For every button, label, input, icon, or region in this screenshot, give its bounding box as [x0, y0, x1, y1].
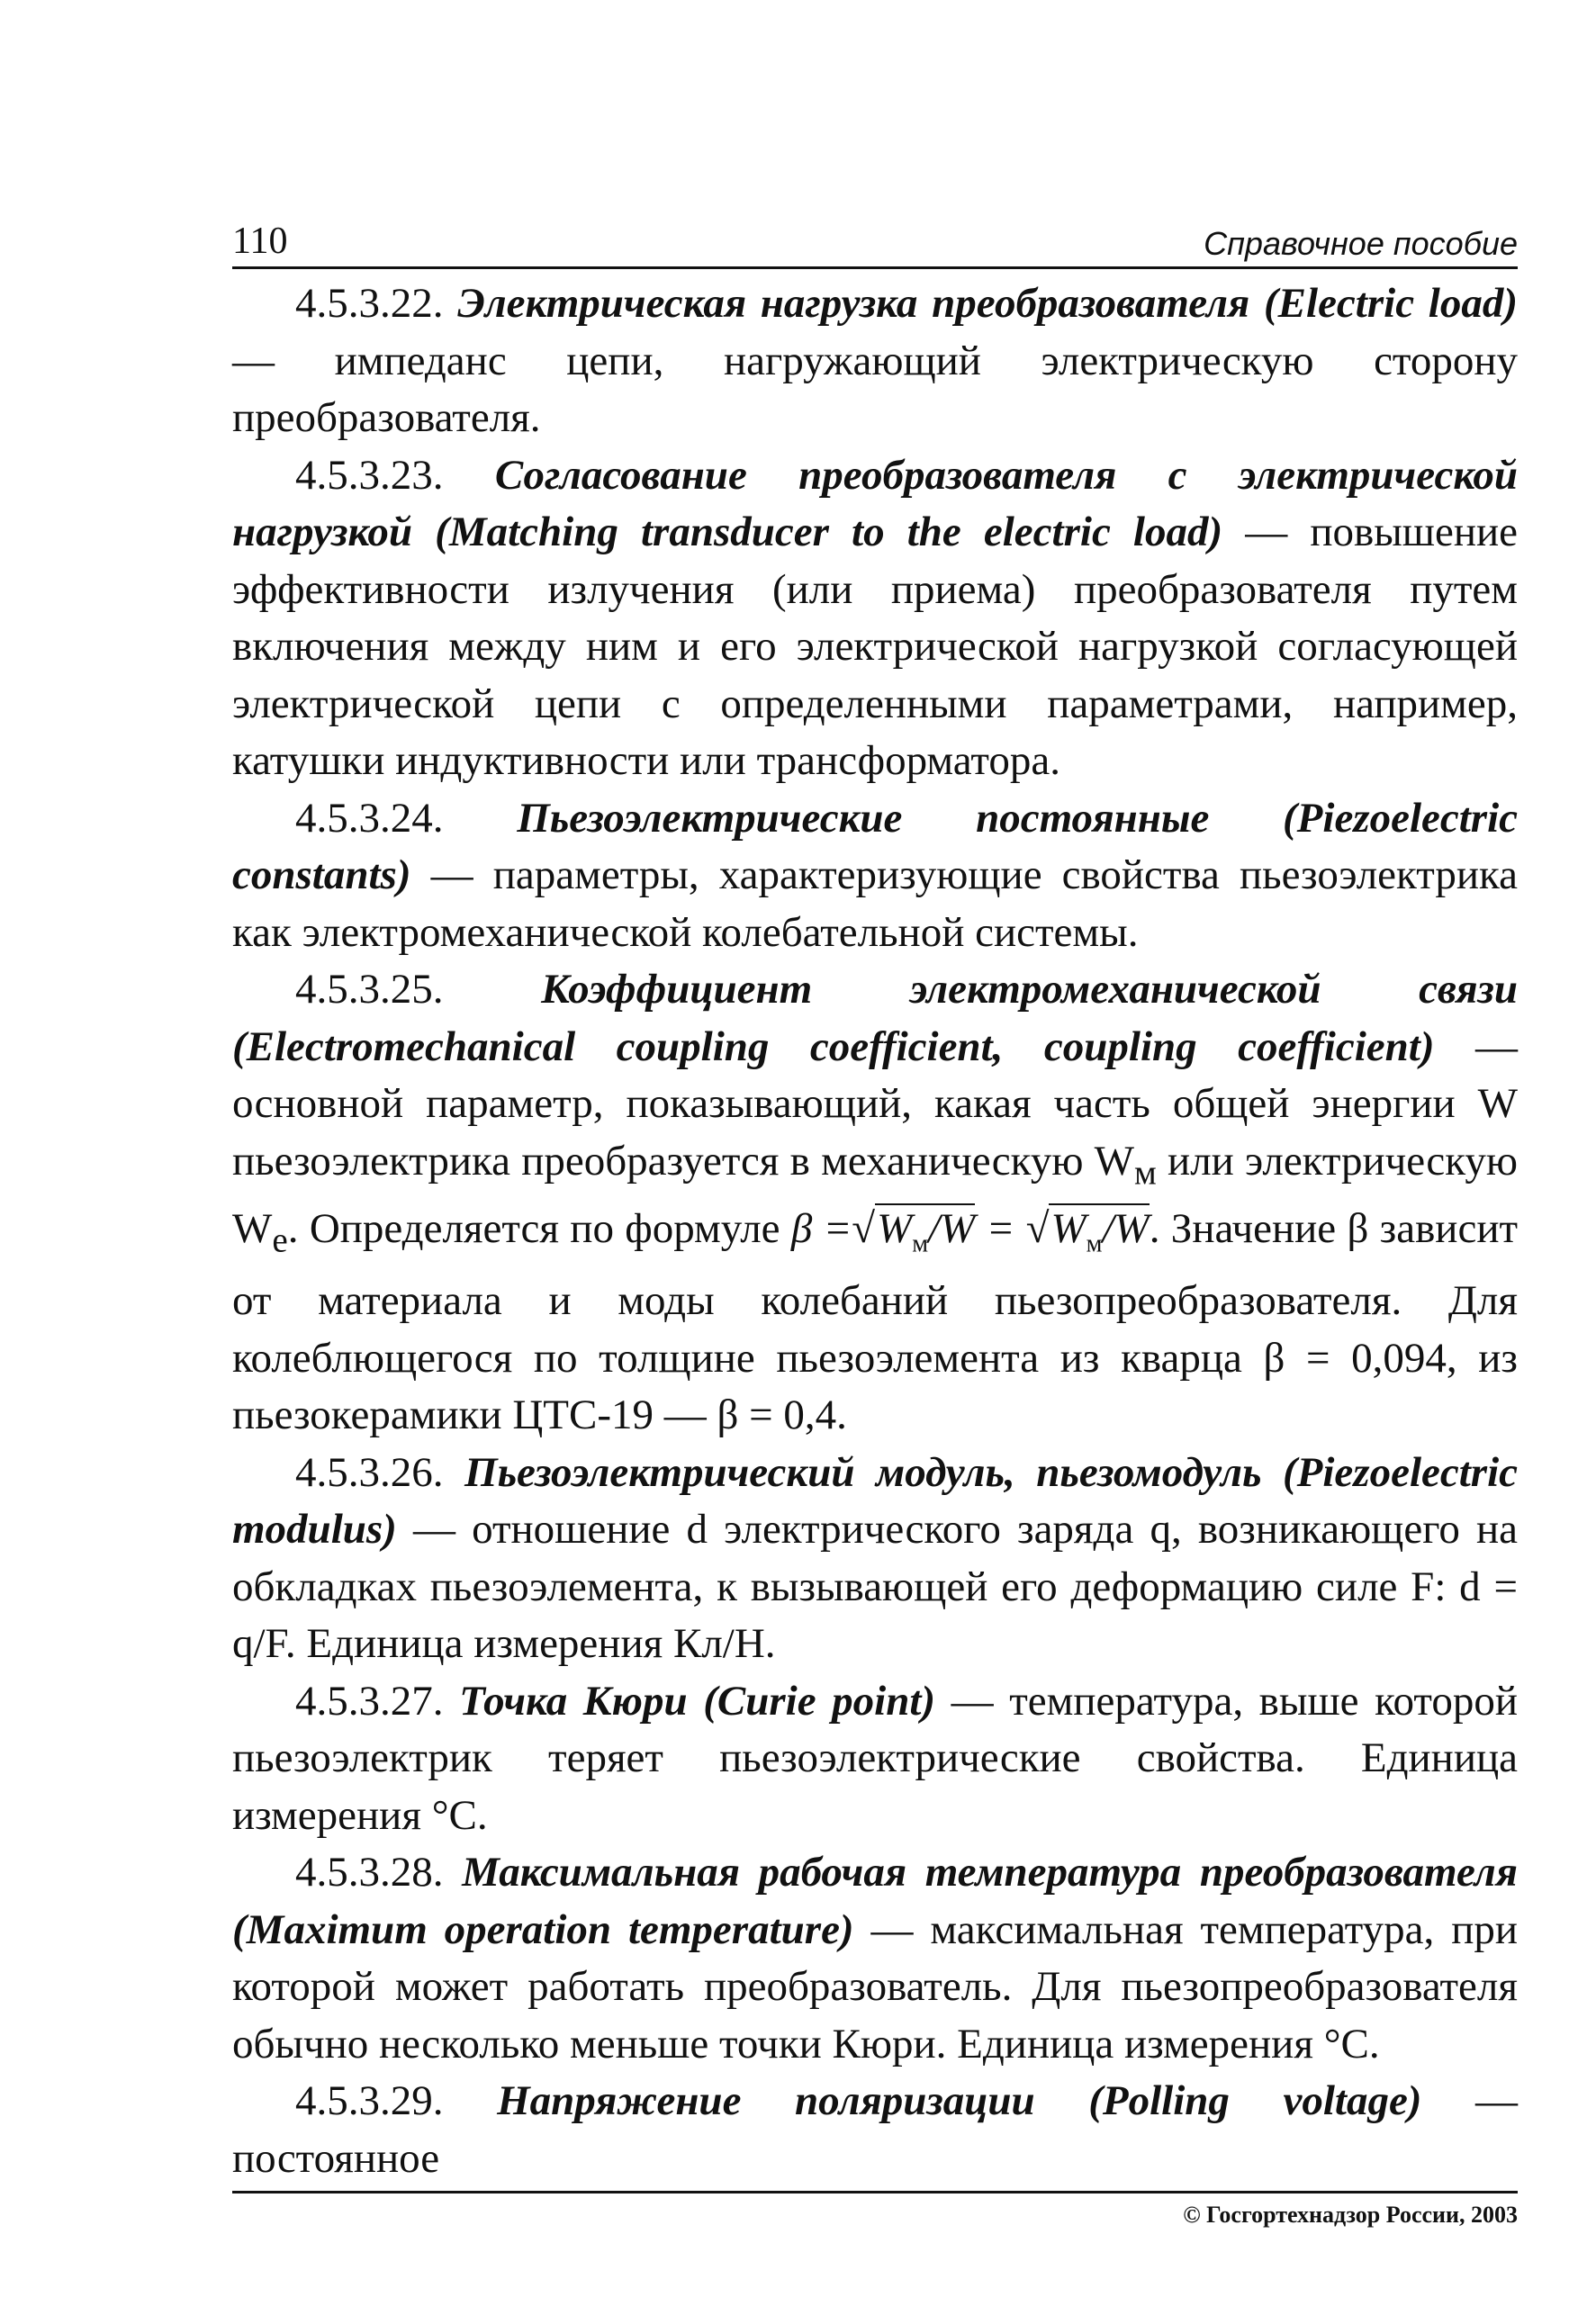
- paragraph-4-5-3-25: [232, 961, 1518, 1445]
- formula-lhs: β =: [790, 1205, 852, 1253]
- formula-root-1: [875, 1203, 976, 1258]
- copyright-notice: © Госгортехнадзор России, 2003: [1183, 2202, 1518, 2228]
- clause-number: 4.5.3.24.: [295, 794, 444, 842]
- running-title: Справочное пособие: [1204, 225, 1518, 262]
- term: Согласование преобразователя с электрической нагрузкой (Matching transducer to the electric load): [232, 451, 1518, 555]
- term: Максимальная рабочая температура преобразователя (Maximum operation temperature): [232, 1849, 1519, 1953]
- formula-den: /W: [1102, 1205, 1150, 1253]
- term: Коэффициент электромеханической связи (Electromechanical coupling coefficient, coupling coefficient): [232, 966, 1519, 1070]
- term: Пьезоэлектрические постоянные (Piezoelectric constants): [232, 794, 1518, 898]
- definition-part-b: или электрическую W: [232, 1137, 1518, 1253]
- paragraph-4-5-3-28: [232, 1844, 1518, 2073]
- paragraph-4-5-3-23: [232, 447, 1518, 790]
- definition: — повышение эффективности излучения (или приема) преобразователя путем включения между ним и его электрической нагрузкой согласующей электрической цепи с определенными параметрами, например, катушки индуктивности или трансформатора.: [232, 509, 1518, 784]
- subscript-m: м: [1134, 1152, 1157, 1192]
- clause-number: 4.5.3.26.: [295, 1448, 444, 1496]
- definition: — постоянное: [232, 2077, 1519, 2182]
- page-header: [232, 214, 1518, 269]
- clause-number: 4.5.3.22.: [295, 280, 444, 327]
- definition: — максимальная температура, при которой может работать преобразователь. Для пьезопреобразователя обычно несколько меньше точки Кюри. Единица измерения °С.: [232, 1905, 1518, 2067]
- definition: — импеданс цепи, нагружающий электрическую сторону преобразователя.: [232, 337, 1518, 441]
- footer-divider: [232, 2191, 1518, 2193]
- term: Пьезоэлектрический модуль, пьезомодуль (Piezoelectric modulus): [232, 1448, 1518, 1554]
- definition: — температура, выше которой пьезоэлектрик теряет пьезоэлектрические свойства. Единица измерения °С.: [232, 1677, 1518, 1839]
- paragraph-4-5-3-22: [232, 275, 1518, 447]
- formula-den: /W: [928, 1205, 976, 1253]
- formula-var: W: [1050, 1205, 1087, 1253]
- formula-sub: м: [912, 1230, 929, 1258]
- coupling-formula: $\beta =√W_м/W = √W_м/W$: [790, 1205, 1150, 1258]
- term: Точка Кюри (Curie point): [459, 1677, 936, 1725]
- term: Напряжение поляризации (Polling voltage): [497, 2077, 1422, 2125]
- paragraph-4-5-3-27: [232, 1673, 1518, 1845]
- definition-part-d: . Значение β зависит от материала и моды колебаний пьезопреобразователя. Для колеблющегося по толщине пьезоэлемента из кварца β = 0,094, из пьезокерамики ЦТС-19 — β = 0,4.: [232, 1205, 1519, 1439]
- clause-number: 4.5.3.28.: [295, 1849, 444, 1896]
- formula-root-2: [1049, 1203, 1150, 1258]
- clause-number: 4.5.3.27.: [295, 1677, 444, 1725]
- definition: — параметры, характеризующие свойства пьезоэлектрика как электромеханической колебательной системы.: [232, 851, 1518, 956]
- page-number: 110: [232, 221, 288, 262]
- paragraph-4-5-3-29: [232, 2073, 1518, 2187]
- document-body: [232, 275, 1518, 2187]
- definition-part-c: . Определяется по формуле: [287, 1205, 791, 1253]
- formula-eq: =: [975, 1205, 1026, 1253]
- paragraph-4-5-3-24: [232, 790, 1518, 962]
- term: Электрическая нагрузка преобразователя (Electric load): [457, 280, 1519, 327]
- clause-number: 4.5.3.29.: [295, 2077, 444, 2125]
- definition-part-a: — основной параметр, показывающий, какая часть общей энергии W пьезоэлектрика преобразуется в механическую W: [232, 1022, 1518, 1185]
- clause-number: 4.5.3.25.: [295, 966, 444, 1013]
- paragraph-4-5-3-26: [232, 1445, 1518, 1673]
- formula-sub: м: [1086, 1230, 1103, 1258]
- formula-var: W: [877, 1205, 913, 1253]
- definition: — отношение d электрического заряда q, возникающего на обкладках пьезоэлемента, к вызывающей его деформацию силе F: d = q/F. Единица измерения Кл/Н.: [232, 1506, 1518, 1668]
- clause-number: 4.5.3.23.: [295, 451, 444, 499]
- subscript-e: e: [272, 1221, 288, 1260]
